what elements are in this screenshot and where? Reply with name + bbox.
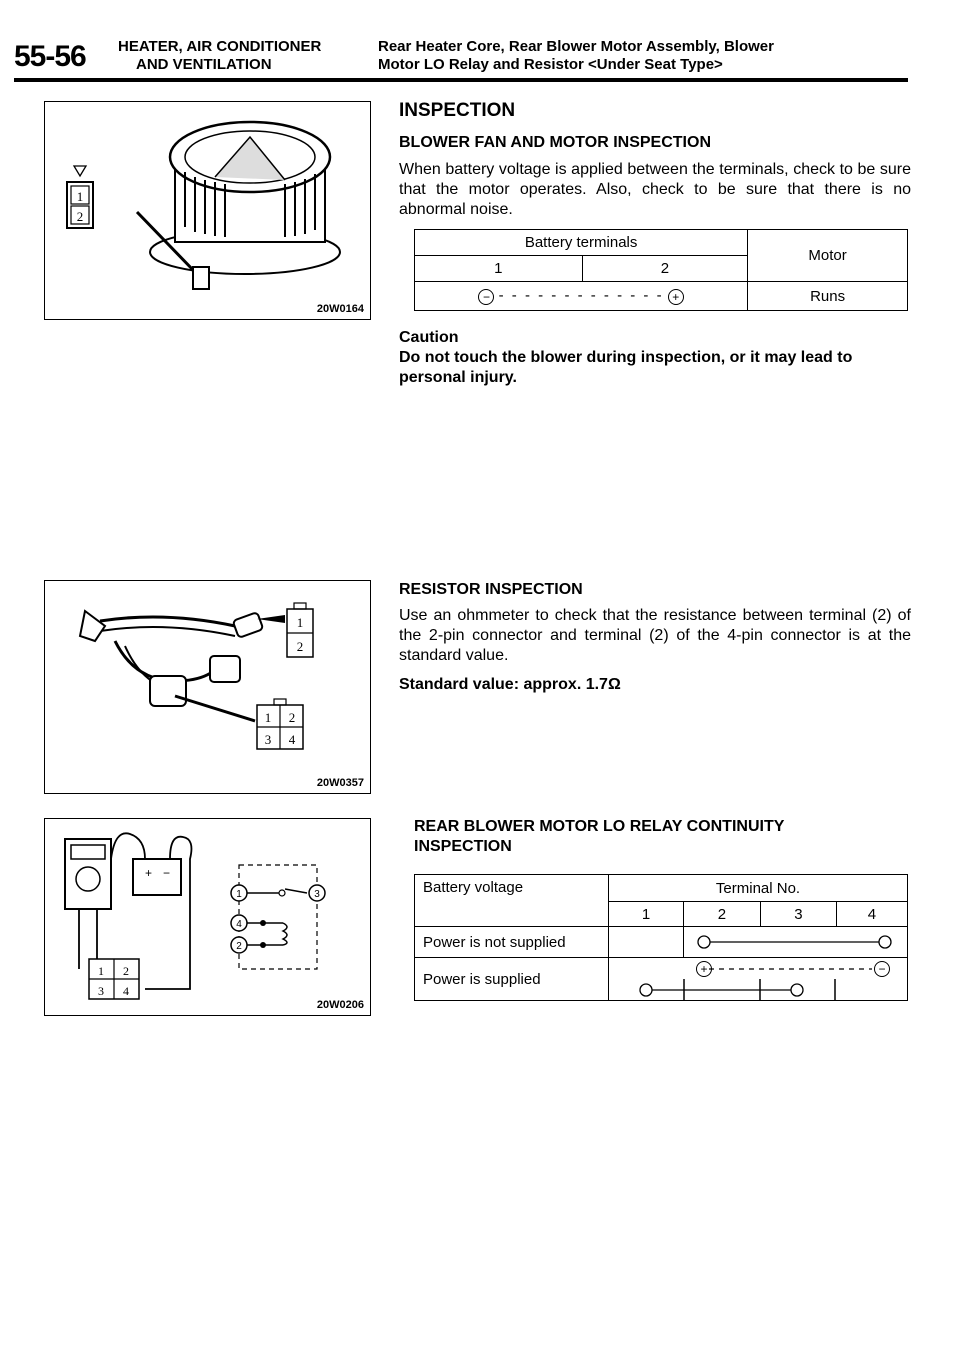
row-power-supplied: Power is supplied [415,958,609,1001]
col-terminal-4: 4 [836,902,907,927]
resistor-inspection-heading: RESISTOR INSPECTION [399,581,583,598]
row-power-not-supplied: Power is not supplied [415,927,609,958]
subject-line2: Motor LO Relay and Resistor <Under Seat Type> [378,56,723,73]
fig3-pin3: 3 [98,984,104,998]
resistor-inspection-text: Use an ohmmeter to check that the resistance between terminal (2) of the 2-pin connector and terminal (2) of the 4-pin connector is at the standard value. [399,607,911,664]
fig1-pin1: 1 [76,189,84,204]
col-terminal-3: 3 [760,902,836,927]
relay-heading-line2: INSPECTION [414,838,512,855]
figure-blower-fan [44,101,371,320]
figure-relay [44,818,371,1016]
header-motor: Motor [748,230,908,282]
relay-illustration [45,819,370,1015]
negative-terminal-symbol: − [874,961,890,977]
positive-terminal-symbol: + [696,961,712,977]
terminal-polarity-row: − - - - - - - - - - - - - - + [415,282,748,311]
col-terminal-2: 2 [582,256,748,282]
fig3-pin2: 2 [123,964,129,978]
header-battery-terminals: Battery terminals [415,230,748,256]
motor-result: Runs [748,282,908,311]
header-battery-voltage: Battery voltage [415,875,609,927]
figure-code: 20W0206 [316,999,364,1011]
continuity-supplied [609,958,908,1001]
section-title-line2: AND VENTILATION [136,56,272,73]
figure-code: 20W0164 [316,303,364,315]
fig2-4pin-4: 4 [288,732,296,747]
battery-terminal-table [414,229,908,311]
blower-inspection-text: When battery voltage is applied between the terminals, check to be sure that the motor operates. Also, check to be sure that there is no abnormal noise. [399,161,911,218]
fig1-pin2: 2 [76,209,84,224]
fig2-2pin-2: 2 [296,639,304,654]
figure-resistor [44,580,371,794]
blower-fan-illustration [45,102,370,319]
caution-text: Do not touch the blower during inspection, or it may lead to personal injury. [399,349,853,386]
figure-code: 20W0357 [316,777,364,789]
fig3-relay-t4: 4 [236,919,242,930]
fig2-4pin-2: 2 [288,710,296,725]
subject-line1: Rear Heater Core, Rear Blower Motor Assembly, Blower [378,38,774,55]
col-terminal-2: 2 [683,902,760,927]
relay-continuity-table [414,874,908,1001]
fig3-relay-t2: 2 [236,941,242,952]
fig2-2pin-1: 1 [296,615,304,630]
section-title-line1: HEATER, AIR CONDITIONER [118,38,322,55]
page-number: 55-56 [14,40,86,73]
header-rule [14,78,908,82]
inspection-heading: INSPECTION [399,100,516,121]
fig3-pin1: 1 [98,964,104,978]
continuity-2-4 [683,927,907,958]
fig3-pin4: 4 [123,984,129,998]
fig3-battery-plus: + [145,866,153,880]
caution-heading: Caution [399,329,459,346]
header-terminal-no: Terminal No. [609,875,908,902]
relay-heading-line1: REAR BLOWER MOTOR LO RELAY CONTINUITY [414,818,785,835]
col-terminal-1: 1 [609,902,684,927]
negative-terminal-symbol: − [478,289,494,305]
fig3-relay-t1: 1 [236,889,242,900]
col-terminal-1: 1 [415,256,583,282]
blower-inspection-heading: BLOWER FAN AND MOTOR INSPECTION [399,134,711,151]
positive-terminal-symbol: + [668,289,684,305]
fig2-4pin-1: 1 [264,710,272,725]
fig3-relay-t3: 3 [314,889,320,900]
fig3-battery-minus: − [163,866,171,880]
resistor-illustration [45,581,370,793]
resistor-standard-value: Standard value: approx. 1.7Ω [399,676,621,693]
fig2-4pin-3: 3 [264,732,272,747]
